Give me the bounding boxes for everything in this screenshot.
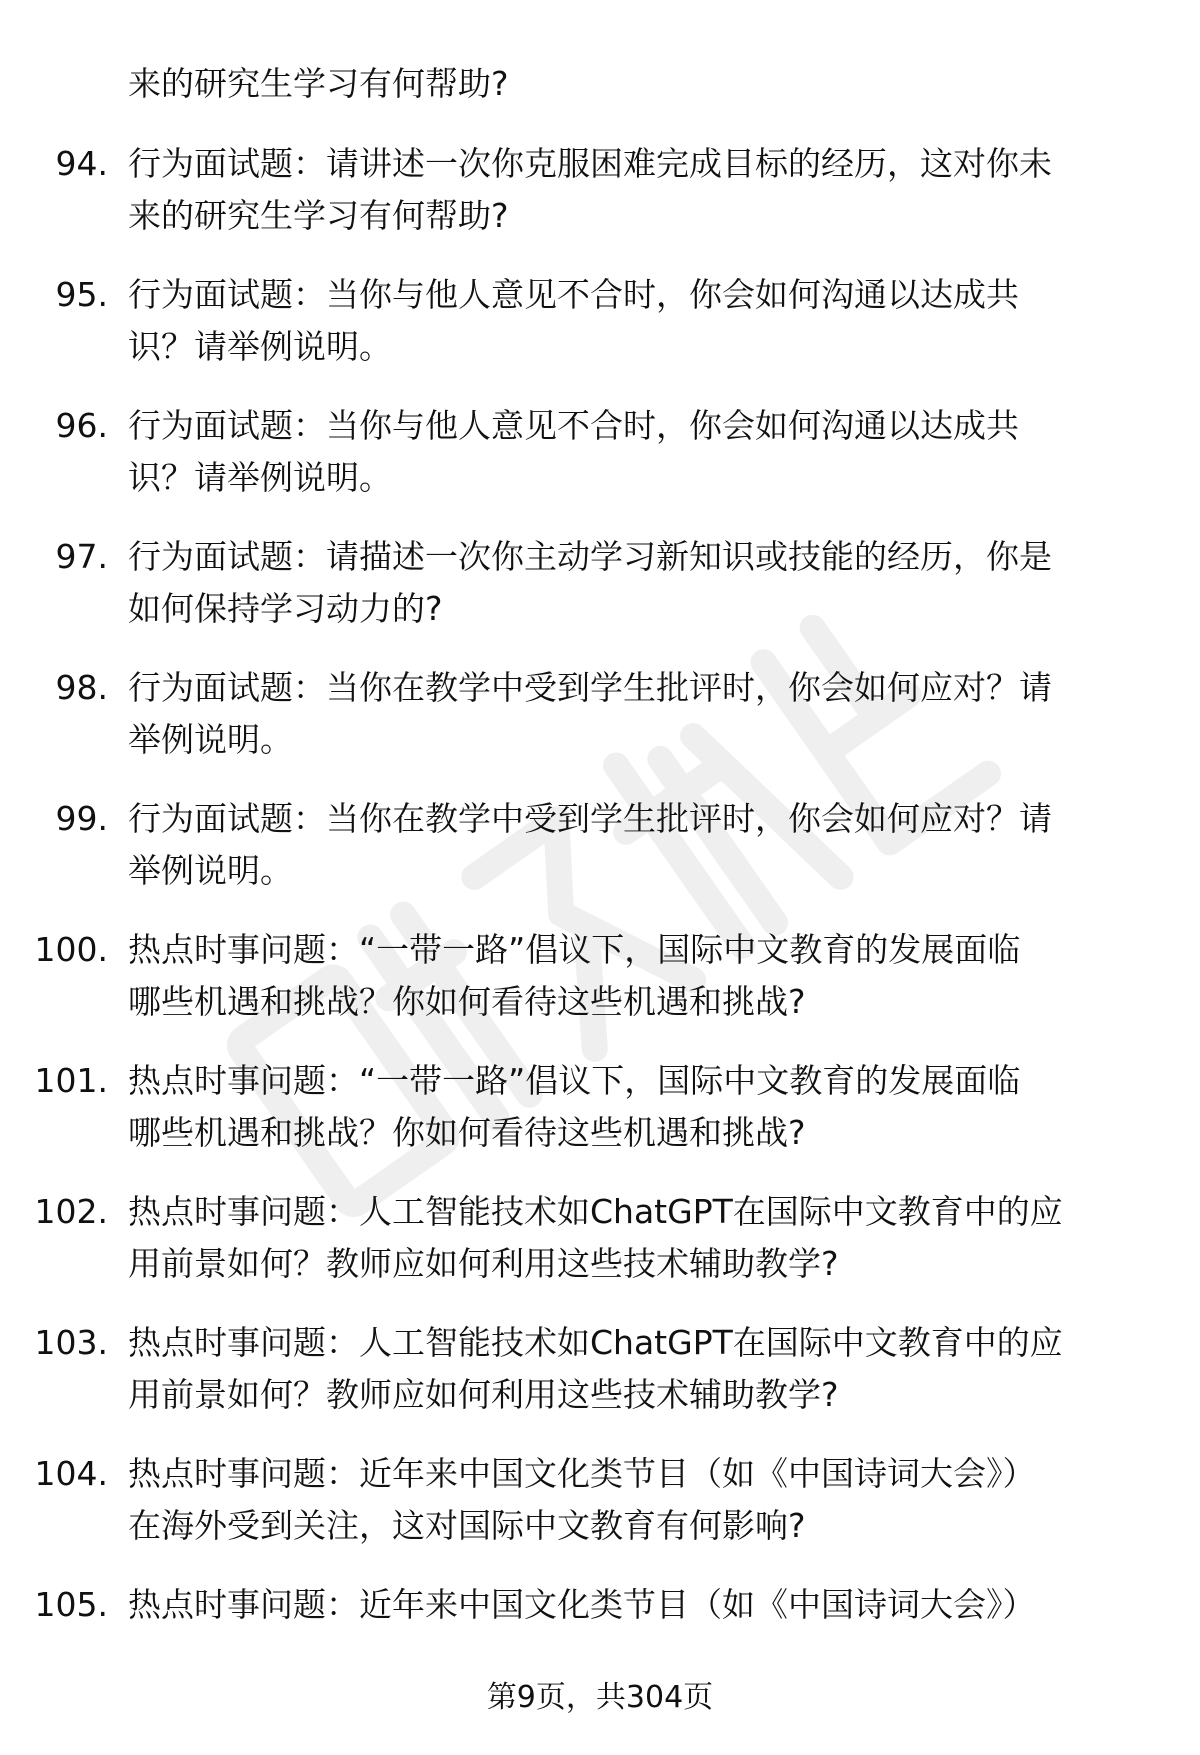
item-number: 95. — [55, 275, 108, 314]
item-text-line: 热点时事问题：人工智能技术如ChatGPT在国际中文教育中的应 — [128, 1192, 1063, 1231]
item-number: 104. — [34, 1454, 108, 1493]
item-text-line: 热点时事问题：近年来中国文化类节目（如《中国诗词大会》） — [128, 1585, 1036, 1624]
item-text — [128, 1579, 1148, 1631]
item-text-line: 热点时事问题：“一带一路”倡议下，国际中文教育的发展面临 — [128, 1061, 1021, 1100]
item-text-line: 行为面试题：当你与他人意见不合时，你会如何沟通以达成共 — [128, 406, 1019, 445]
item-text-line: 识？请举例说明。 — [128, 327, 392, 366]
list-item — [0, 138, 1200, 269]
item-text-line: 热点时事问题：近年来中国文化类节目（如《中国诗词大会》） — [128, 1454, 1036, 1493]
item-number: 97. — [55, 537, 108, 576]
list-item — [0, 793, 1200, 924]
item-text-line: 行为面试题：请描述一次你主动学习新知识或技能的经历，你是 — [128, 537, 1052, 576]
item-number: 103. — [34, 1323, 108, 1362]
item-text-line: 用前景如何？教师应如何利用这些技术辅助教学? — [128, 1375, 839, 1414]
item-text-line: 如何保持学习动力的? — [128, 589, 443, 628]
item-text — [128, 662, 1148, 766]
item-text-line: 行为面试题：请讲述一次你克服困难完成目标的经历，这对你未 — [128, 144, 1052, 183]
item-text — [128, 793, 1148, 897]
item-text-line: 热点时事问题：人工智能技术如ChatGPT在国际中文教育中的应 — [128, 1323, 1063, 1362]
item-number: 94. — [55, 144, 108, 183]
item-text-line: 在海外受到关注，这对国际中文教育有何影响? — [128, 1506, 806, 1545]
item-text-line: 举例说明。 — [128, 720, 293, 759]
carryover-line: 来的研究生学习有何帮助? — [128, 64, 509, 103]
item-text-line: 识？请举例说明。 — [128, 458, 392, 497]
list-item — [0, 1055, 1200, 1186]
item-number: 102. — [34, 1192, 108, 1231]
item-text — [128, 400, 1148, 504]
item-text — [128, 1055, 1148, 1159]
list-item — [0, 1448, 1200, 1579]
item-number: 100. — [34, 930, 108, 969]
item-text-line: 举例说明。 — [128, 851, 293, 890]
list-item — [0, 531, 1200, 662]
list-item — [0, 662, 1200, 793]
item-number: 96. — [55, 406, 108, 445]
list-item — [0, 924, 1200, 1055]
list-item — [0, 269, 1200, 400]
item-text — [128, 138, 1148, 242]
item-text-line: 用前景如何？教师应如何利用这些技术辅助教学? — [128, 1244, 839, 1283]
item-text-line: 来的研究生学习有何帮助? — [128, 196, 509, 235]
item-text — [128, 1448, 1148, 1552]
item-text — [128, 1317, 1148, 1421]
item-text — [128, 531, 1148, 635]
item-text-line: 行为面试题：当你在教学中受到学生批评时，你会如何应对？请 — [128, 799, 1052, 838]
item-text — [128, 269, 1148, 373]
item-number: 98. — [55, 668, 108, 707]
item-text-line: 哪些机遇和挑战？你如何看待这些机遇和挑战? — [128, 982, 806, 1021]
item-number: 101. — [34, 1061, 108, 1100]
item-text-line: 热点时事问题：“一带一路”倡议下，国际中文教育的发展面临 — [128, 930, 1021, 969]
list-item — [0, 400, 1200, 531]
list-item — [0, 1186, 1200, 1317]
question-list — [0, 138, 1200, 1710]
page-footer: 第9页，共304页 — [486, 1680, 714, 1715]
item-text-line: 行为面试题：当你在教学中受到学生批评时，你会如何应对？请 — [128, 668, 1052, 707]
list-item — [0, 1317, 1200, 1448]
item-text — [128, 1186, 1148, 1290]
item-text-line: 行为面试题：当你与他人意见不合时，你会如何沟通以达成共 — [128, 275, 1019, 314]
item-number: 99. — [55, 799, 108, 838]
item-text — [128, 924, 1148, 1028]
item-number: 105. — [34, 1585, 108, 1624]
item-text-line: 哪些机遇和挑战？你如何看待这些机遇和挑战? — [128, 1113, 806, 1152]
